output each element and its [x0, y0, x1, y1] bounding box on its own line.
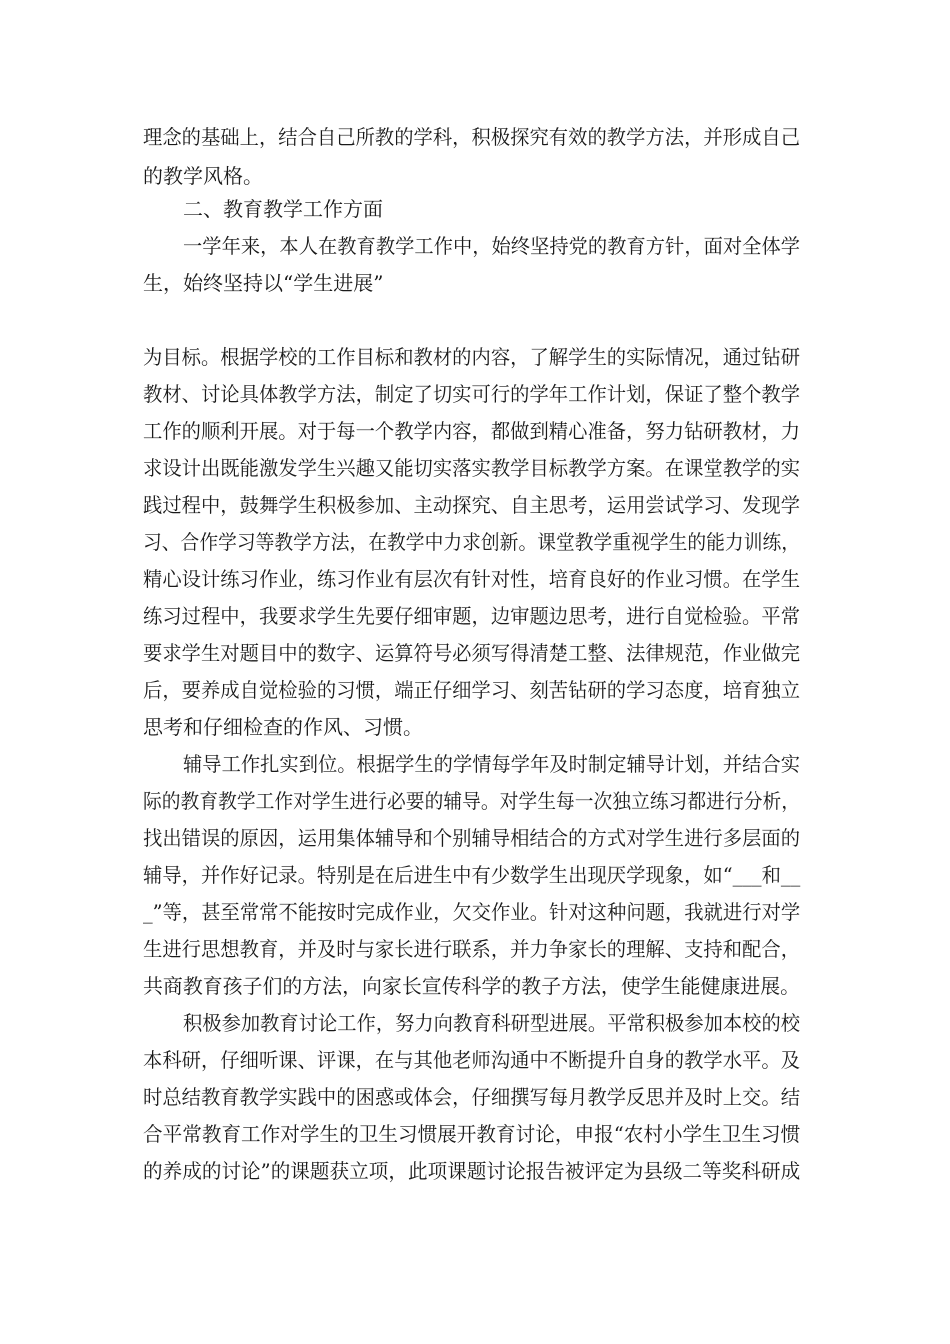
text-line: 工作的顺利开展。对于每一个教学内容，都做到精心准备，努力钻研教材，力: [143, 419, 801, 443]
text-line: 辅导，并作好记录。特别是在后进生中有少数学生出现厌学现象，如“___和__: [143, 863, 801, 887]
text-line: 共商教育孩子们的方法，向家长宣传科学的教子方法，使学生能健康进展。: [143, 974, 801, 998]
text-line: 生进行思想教育，并及时与家长进行联系，并力争家长的理解、支持和配合，: [143, 937, 801, 961]
text-line: _”等，甚至常常不能按时完成作业，欠交作业。针对这种问题，我就进行对学: [143, 900, 801, 924]
text-line: 践过程中，鼓舞学生积极参加、主动探究、自主思考，运用尝试学习、发现学: [143, 493, 801, 517]
text-line: 要求学生对题目中的数字、运算符号必须写得清楚工整、法律规范，作业做完: [143, 641, 801, 665]
section-heading: 二、教育教学工作方面: [183, 197, 383, 221]
text-line: 生，始终坚持以“学生进展”: [143, 271, 384, 295]
text-line: 精心设计练习作业，练习作业有层次有针对性，培育良好的作业习惯。在学生: [143, 567, 801, 591]
text-line: 辅导工作扎实到位。根据学生的学情每学年及时制定辅导计划，并结合实: [183, 752, 801, 776]
text-line: 时总结教育教学实践中的困惑或体会，仔细撰写每月教学反思并及时上交。结: [143, 1085, 801, 1109]
text-line: 的教学风格。: [143, 164, 263, 188]
text-line: 的养成的讨论”的课题获立项，此项课题讨论报告被评定为县级二等奖科研成: [143, 1159, 801, 1183]
text-line: 找出错误的原因，运用集体辅导和个别辅导相结合的方式对学生进行多层面的: [143, 826, 801, 850]
text-line: 际的教育教学工作对学生进行必要的辅导。对学生每一次独立练习都进行分析，: [143, 789, 801, 813]
text-line: 习、合作学习等教学方法，在教学中力求创新。课堂教学重视学生的能力训练，: [143, 530, 801, 554]
text-line: 本科研，仔细听课、评课，在与其他老师沟通中不断提升自身的教学水平。及: [143, 1048, 801, 1072]
text-line: 思考和仔细检查的作风、习惯。: [143, 715, 423, 739]
text-line: 练习过程中，我要求学生先要仔细审题，边审题边思考，进行自觉检验。平常: [143, 604, 801, 628]
text-line: 为目标。根据学校的工作目标和教材的内容，了解学生的实际情况，通过钻研: [143, 345, 801, 369]
text-line: 积极参加教育讨论工作，努力向教育科研型进展。平常积极参加本校的校: [183, 1011, 801, 1035]
text-line: 求设计出既能激发学生兴趣又能切实落实教学目标教学方案。在课堂教学的实: [143, 456, 801, 480]
text-line: 一学年来，本人在教育教学工作中，始终坚持党的教育方针，面对全体学: [183, 234, 801, 258]
text-line: 理念的基础上，结合自己所教的学科，积极探究有效的教学方法，并形成自己: [143, 125, 801, 149]
text-line: 合平常教育工作对学生的卫生习惯展开教育讨论，申报“农村小学生卫生习惯: [143, 1122, 801, 1146]
text-line: 教材、讨论具体教学方法，制定了切实可行的学年工作计划，保证了整个教学: [143, 382, 801, 406]
text-line: 后，要养成自觉检验的习惯，端正仔细学习、刻苦钻研的学习态度，培育独立: [143, 678, 801, 702]
